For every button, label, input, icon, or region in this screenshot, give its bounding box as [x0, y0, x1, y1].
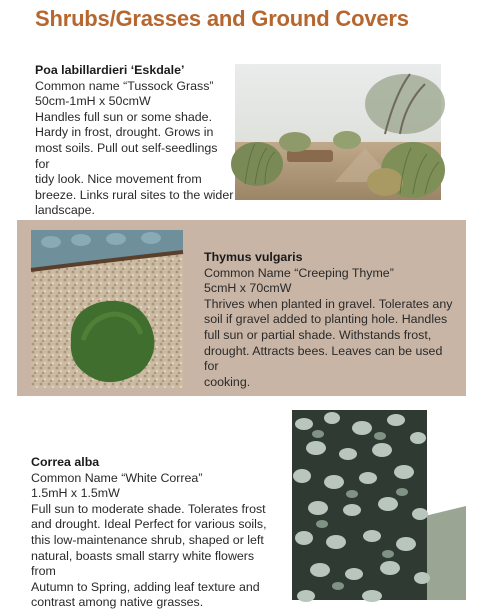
white-correa-photo	[292, 410, 427, 600]
plant-block-thymus	[204, 250, 454, 390]
plant-desc-line: cooking.	[204, 374, 251, 389]
plant-desc-line: full sun or partial shade. Withstands frost,	[204, 327, 432, 342]
plant-desc-line: Full sun to moderate shade. Tolerates frost	[31, 501, 266, 516]
plant-desc-line: and drought. Ideal Perfect for various soils,	[31, 517, 267, 532]
plant-desc-line: Autumn to Spring, adding leaf texture and	[31, 579, 260, 594]
plant-common-name: Common Name “Creeping Thyme”	[204, 265, 394, 280]
plant-size: 50cm-1mH x 50cmW	[35, 94, 151, 109]
plant-desc-line: natural, boasts small starry white flowers from	[31, 548, 255, 579]
plant-desc-line: soil if gravel added to planting hole. Handles	[204, 312, 448, 327]
plant-desc-line: Hardy in frost, drought. Grows in	[35, 125, 214, 140]
plant-desc-line: Handles full sun or some shade.	[35, 109, 213, 124]
plant-common-name: Common name “Tussock Grass”	[35, 78, 214, 93]
plant-desc-line: this low-maintenance shrub, shaped or left	[31, 532, 264, 547]
plant-desc-line: contrast among native grasses.	[31, 595, 204, 610]
plant-name: Correa alba	[31, 455, 100, 469]
plant-block-poa	[35, 63, 235, 219]
page-title: Shrubs/Grasses and Ground Covers	[35, 6, 409, 31]
plant-desc-line: tidy look. Nice movement from	[35, 172, 202, 187]
plant-desc-line: drought. Attracts bees. Leaves can be used for	[204, 343, 443, 374]
plant-desc-line: breeze. Links rural sites to the wider	[35, 187, 234, 202]
plant-desc-line: landscape.	[35, 203, 95, 218]
plant-desc-line: most soils. Pull out self-seedlings for	[35, 140, 218, 171]
plant-common-name: Common Name “White Correa”	[31, 470, 203, 485]
plant-block-correa	[31, 455, 281, 611]
plant-desc-line: Thrives when planted in gravel. Tolerates any	[204, 296, 453, 311]
plant-name: Poa labillardieri ‘Eskdale’	[35, 63, 185, 77]
creeping-thyme-photo	[31, 230, 183, 388]
plant-name: Thymus vulgaris	[204, 250, 303, 264]
plant-size: 1.5mH x 1.5mW	[31, 486, 120, 501]
plant-size: 5cmH x 70cmW	[204, 281, 292, 296]
tussock-grass-photo	[235, 64, 441, 200]
